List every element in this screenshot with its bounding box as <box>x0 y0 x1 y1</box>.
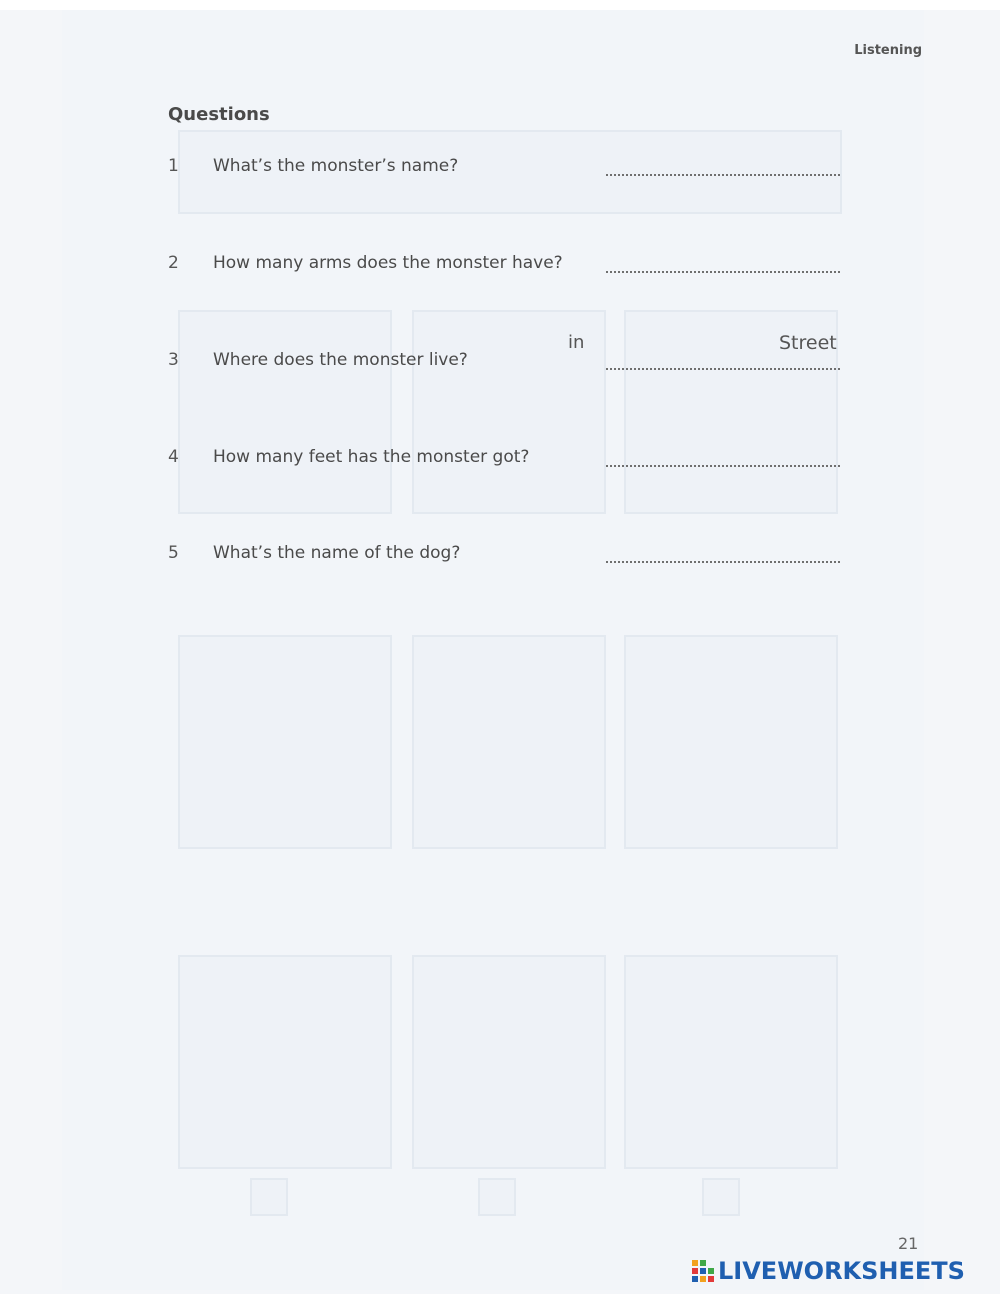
answer-prefix: in <box>568 332 585 353</box>
ghost-checkbox <box>702 1178 740 1216</box>
ghost-panel <box>412 635 606 849</box>
question-row <box>0 447 1000 487</box>
worksheet-page <box>62 10 924 1290</box>
question-text: How many arms does the monster have? <box>213 253 563 273</box>
ghost-panel <box>624 955 838 1169</box>
ghost-panel <box>178 635 392 849</box>
answer-suffix: Street <box>779 332 837 354</box>
question-number: 4 <box>168 447 179 467</box>
ghost-panel <box>624 635 838 849</box>
section-label: Listening <box>854 43 922 58</box>
question-number: 5 <box>168 543 179 563</box>
ghost-checkbox <box>478 1178 516 1216</box>
page-number: 21 <box>898 1234 919 1253</box>
ghost-checkbox <box>250 1178 288 1216</box>
liveworksheets-logo-icon <box>692 1260 714 1282</box>
answer-input-2[interactable] <box>606 247 844 273</box>
question-text: What’s the name of the dog? <box>213 543 461 563</box>
liveworksheets-brand[interactable] <box>692 1256 965 1286</box>
answer-input-5[interactable] <box>606 537 844 563</box>
answer-input-1[interactable] <box>606 150 844 176</box>
answer-input-3[interactable] <box>606 344 778 370</box>
ghost-panel <box>412 955 606 1169</box>
question-row <box>0 156 1000 196</box>
question-number: 3 <box>168 350 179 370</box>
scan-top-margin <box>0 0 1000 10</box>
question-row <box>0 543 1000 583</box>
answer-input-4[interactable] <box>606 441 844 467</box>
questions-heading: Questions <box>168 104 270 125</box>
question-number: 1 <box>168 156 179 176</box>
question-number: 2 <box>168 253 179 273</box>
question-text: How many feet has the monster got? <box>213 447 530 467</box>
question-row <box>0 332 1000 390</box>
question-row <box>0 253 1000 293</box>
brand-name: LIVEWORKSHEETS <box>718 1257 965 1285</box>
question-text: Where does the monster live? <box>213 350 468 370</box>
question-text: What’s the monster’s name? <box>213 156 459 176</box>
ghost-panel <box>178 955 392 1169</box>
